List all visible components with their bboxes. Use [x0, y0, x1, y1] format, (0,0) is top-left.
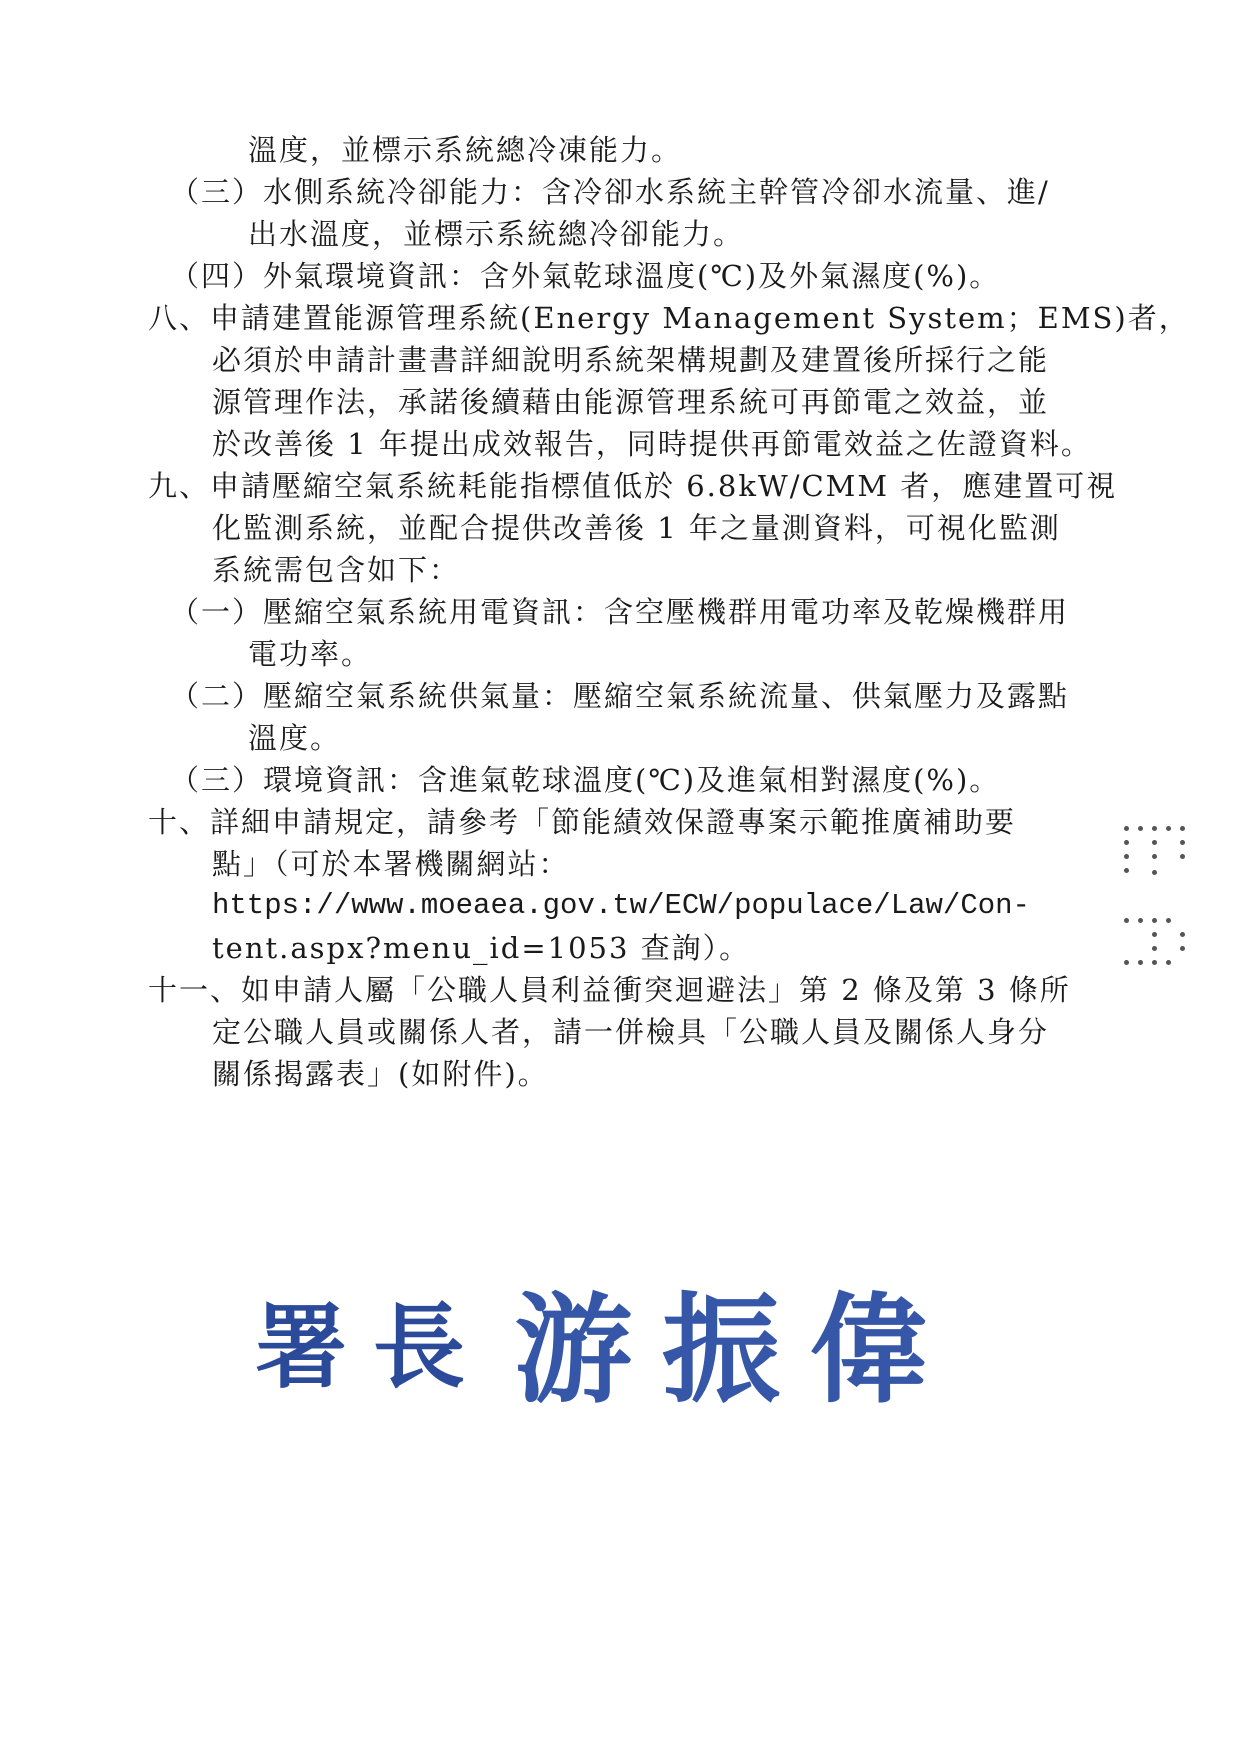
text-line: 關係揭露表」(如附件)。 [212, 1057, 549, 1091]
text-line: 溫度，並標示系統總冷凍能力。 [248, 133, 683, 167]
signature-name: 游振偉 [514, 1281, 959, 1419]
text-line: （三）水側系統冷卻能力：含冷卻水系統主幹管冷卻水流量、進/ [170, 175, 1050, 209]
text-line: （四）外氣環境資訊：含外氣乾球溫度(℃)及外氣濕度(%)。 [170, 259, 1001, 293]
text-line: 十、詳細申請規定，請參考「節能績效保證專案示範推廣補助要 [148, 805, 1017, 839]
text-line: （一）壓縮空氣系統用電資訊：含空壓機群用電功率及乾燥機群用 [170, 595, 1070, 629]
url-line: https://www.moeaea.gov.tw/ECW/populace/Law/Con- [212, 889, 1030, 922]
text-line: 點」（可於本署機關網站： [212, 847, 570, 881]
perforation-marks [1122, 826, 1192, 976]
text-line: 於改善後 1 年提出成效報告，同時提供再節電效益之佐證資料。 [212, 427, 1092, 461]
text-line: 八、申請建置能源管理系統(Energy Management System；EMS)者， [148, 301, 1190, 335]
text-line: 必須於申請計畫書詳細說明系統架構規劃及建置後所採行之能 [212, 343, 1050, 377]
url-line: tent.aspx?menu_id=1053 查詢）。 [212, 931, 751, 965]
text-line: （二）壓縮空氣系統供氣量：壓縮空氣系統流量、供氣壓力及露點 [170, 679, 1070, 713]
text-line: （三）環境資訊：含進氣乾球溫度(℃)及進氣相對濕度(%)。 [170, 763, 1001, 797]
signature-stamp [255, 1255, 959, 1419]
signature-title: 署長 [255, 1293, 492, 1401]
text-line: 化監測系統，並配合提供改善後 1 年之量測資料，可視化監測 [212, 511, 1061, 545]
text-line: 電功率。 [248, 637, 373, 671]
text-line: 定公職人員或關係人者，請一併檢具「公職人員及關係人身分 [212, 1015, 1050, 1049]
text-line: 出水溫度，並標示系統總冷卻能力。 [248, 217, 745, 251]
text-line: 九、申請壓縮空氣系統耗能指標值低於 6.8kW/CMM 者，應建置可視 [148, 469, 1118, 503]
text-line: 源管理作法，承諾後續藉由能源管理系統可再節電之效益，並 [212, 385, 1050, 419]
text-line: 溫度。 [248, 721, 342, 755]
text-line: 十一、如申請人屬「公職人員利益衝突迴避法」第 2 條及第 3 條所 [148, 973, 1071, 1007]
text-line: 系統需包含如下： [212, 553, 461, 587]
